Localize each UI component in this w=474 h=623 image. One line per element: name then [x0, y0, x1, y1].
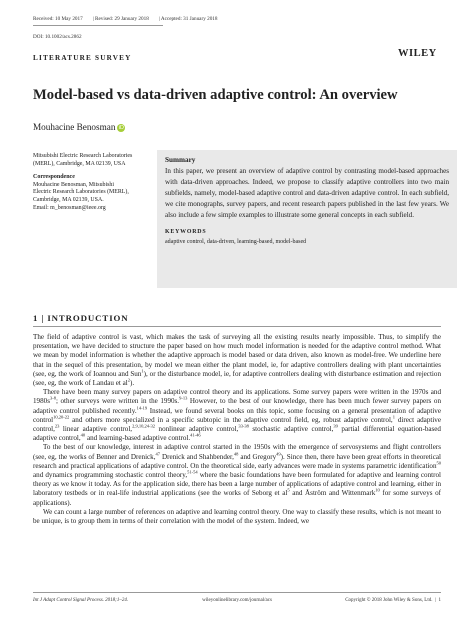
paragraph: We can count a large number of references on adaptive and learning control theory. One way to classify these results, which is not meant to be unique, is to group them in terms of their correlation with the model of the system. Indeed, we: [33, 507, 441, 526]
header-divider: [33, 25, 163, 26]
copyright: Copyright © 2018 John Wiley & Sons, Ltd.: [345, 598, 433, 603]
paragraph: There have been many survey papers on adaptive control theory and its applications. Some survey papers were written in the 1970s and $1980s^{3-8}$; other surveys were written in the 1990s.$^{9-13}$ However, to the best of our knowledge, there has been much fewer survey papers on adaptive control published recently.$^{14-19}$ Instead, we found several books on this topic, some focusing on a general presentation of adaptive control$^{10,20-22}$ and others more specialized in a specific subtopic in the adaptive control field, eg, robust adaptive control,$^1$ direct adaptive control,$^{23}$ linear adaptive control,$^{2,9,10,24-32}$ nonlinear adaptive control,$^{33-38}$ stochastic adaptive control,$^{39}$ partial differential equation-based adaptive control,$^{40}$ and learning-based adaptive control.$^{41-46}$: [33, 388, 441, 443]
keywords-list: adaptive control, data-driven, learning-based, model-based: [165, 239, 307, 246]
revised-date: Revised: 29 January 2018: [95, 16, 149, 22]
journal-citation: Int J Adapt Control Signal Process. 2018;1–24.: [33, 598, 129, 603]
correspondence-email[interactable]: Email: m_benosman@ieee.org: [33, 204, 106, 211]
correspondence-line: Electric Research Laboratories (MERL),: [33, 189, 129, 196]
correspondence-line: Mouhacine Benosman, Mitsubishi: [33, 181, 114, 188]
journal-url[interactable]: wileyonlinelibrary.com/journal/acs: [202, 598, 272, 603]
summary-text: In this paper, we present an overview of adaptive control by contrasting model-based approaches with data-driven approaches. Indeed, we propose to classify adaptive controllers into two main subfields, namely, model-based adaptive control and data-driven adaptive control. In each subfield, we cite monographs, survey papers, and recent research papers published in the last few years. We also include a few simple examples to illustrate some general concepts in each subfield.: [165, 167, 449, 220]
footer-divider: [33, 592, 441, 593]
publisher-logo: WILEY: [398, 48, 437, 59]
received-date: Received: 10 May 2017: [33, 16, 83, 22]
article-title: Model-based vs data-driven adaptive control: An overview: [33, 87, 398, 103]
summary-heading: Summary: [165, 156, 196, 164]
keywords-label: KEYWORDS: [165, 229, 207, 236]
body-text: [33, 333, 441, 526]
section-heading: 1 | INTRODUCTION: [33, 313, 129, 323]
paragraph: The field of adaptive control is vast, which makes the task of surveying all the existing results nearly impossible. Thus, to simplify the presentation, we have decided to structure the paper based on how much model information is needed for the adaptive control method. What we mean by model information is whether the adaptive approach is model based or data driven, also known as model-free. We underline here that in the sequel of this presentation, by model we mean either the plant model, ie, for adaptive controllers dealing with plant uncertainties (see, eg, the work of Ioannou and Sun$^1$), or the disturbance model, ie, for adaptive controllers dealing with disturbance estimation and rejection (see, eg, the work of Landau et $al^2$).: [33, 333, 441, 388]
summary-box: [157, 150, 457, 288]
orcid-icon[interactable]: iD: [118, 125, 125, 131]
author-line: [33, 122, 125, 132]
page-footer: [33, 598, 441, 603]
correspondence-line: Cambridge, MA 02139, USA.: [33, 196, 104, 203]
page-number: 1: [438, 598, 441, 603]
affiliation-block: [33, 153, 158, 212]
section-divider: [33, 326, 441, 327]
received-dates: Received: 10 May 2017 | Revised: 29 January 2018 | Accepted: 31 January 2018: [33, 16, 218, 22]
doi[interactable]: DOI: 10.1002/acs.2862: [33, 34, 82, 40]
affiliation-line: Mitsubishi Electric Research Laboratories: [33, 153, 133, 159]
correspondence-label: Correspondence: [33, 174, 75, 181]
accepted-date: Accepted: 31 January 2018: [160, 16, 218, 22]
copyright-page: Copyright © 2018 John Wiley & Sons, Ltd. | 1: [345, 598, 441, 603]
author-name: Mouhacine Benosman: [33, 122, 116, 132]
section-label: LITERATURE SURVEY: [33, 54, 132, 62]
affiliation-line: (MERL), Cambridge, MA 02139, USA: [33, 160, 126, 167]
paragraph: To the best of our knowledge, interest in adaptive control started in the 1950s with the emergence of servosystems and flight controllers (see, eg, the works of Benner and Drenick,$^{47}$ Drenick and Shahbender,$^{48}$ and Gregory$^{49}$). Since then, there have been great efforts in theoretical research and practical applications of adaptive control. On the theoretical side, early advances were made in systems parametric identification$^{50}$ and dynamics programming stochastic control theory,$^{51-54}$ where the basic foundations have been formulated for adaptive and learning control theory as we know it today. As for the application side, there has been a large number of applications of adaptive control and learning, either in laboratory testbeds or in real-life industrial applications (see the works of Seborg et $al^5$ and Åström and Wittenmark$^{10}$ for some surveys of applications).: [33, 443, 442, 507]
